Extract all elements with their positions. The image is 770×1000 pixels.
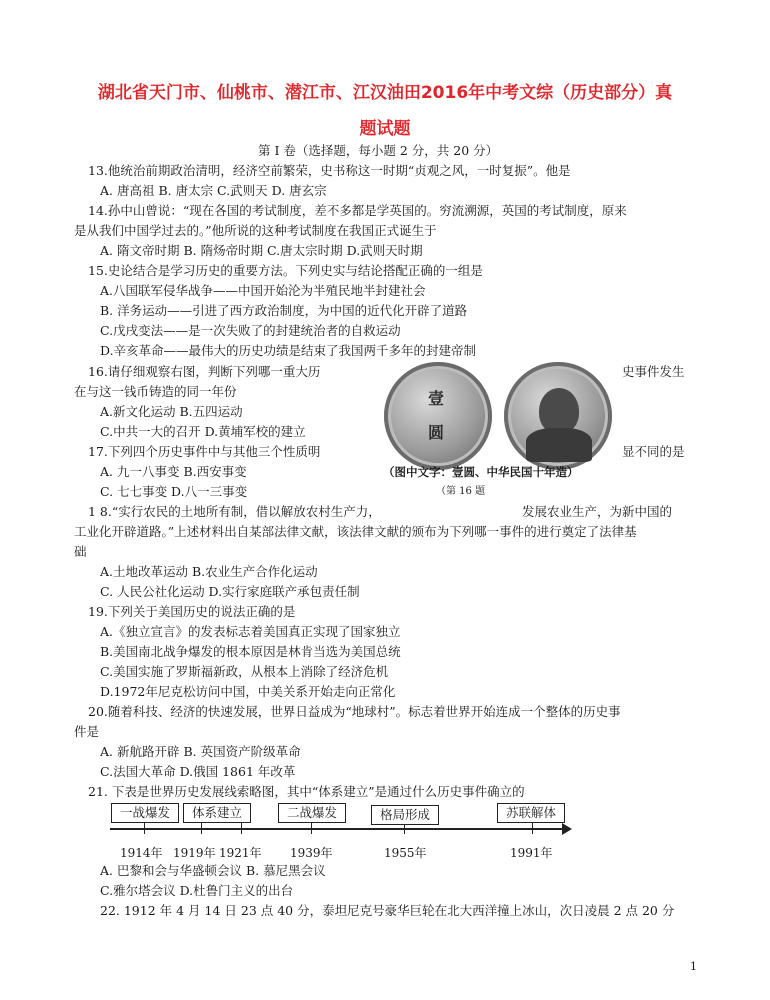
q16-options-ab: A.新文化运动 B.五四运动	[100, 404, 243, 419]
q17-stem-right: 显不同的是	[622, 444, 685, 459]
q21-options-ab: A. 巴黎和会与华盛顿会议 B. 慕尼黑会议	[100, 863, 326, 878]
q17-options-cd: C. 七七事变 D.八一三事变	[100, 484, 248, 499]
coin-text-bottom: 圆	[428, 423, 445, 442]
q18-stem-end: 础	[74, 544, 87, 559]
q20-stem: 20.随着科技、经济的快速发展，世界日益成为“地球村”。标志着世界开始连成一个整体的历史事	[88, 704, 621, 719]
q15-option-a: A.八国联军侵华战争——中国开始沦为半殖民地半封建社会	[100, 283, 426, 298]
q22-stem: 22. 1912 年 4 月 14 日 23 点 40 分，泰坦尼克号豪华巨轮在北大西洋撞上冰山，次日凌晨 2 点 20 分	[100, 903, 675, 918]
q14-stem-cont: 是从我们中国学过去的。”他所说的这种考试制度在我国正式诞生于	[74, 223, 437, 238]
q18-stem-right: 发展农业生产，为新中国的	[522, 504, 673, 519]
timeline-year: 1921年	[219, 846, 262, 860]
q18-stem: 1 8.“实行农民的土地所有制，借以解放农村生产力，	[88, 504, 381, 519]
coin-figure	[382, 358, 614, 480]
q19-stem: 19.下列关于美国历史的说法正确的是	[88, 604, 296, 619]
q15-option-b: B. 洋务运动——引进了西方政治制度，为中国的近代化开辟了道路	[100, 303, 468, 318]
timeline-box-ww1: 一战爆发	[111, 803, 179, 823]
q19-option-a: A.《独立宣言》的发表标志着美国真正实现了国家独立	[100, 624, 401, 639]
timeline-year: 1914年	[120, 846, 163, 860]
page-title-line-1: 湖北省天门市、仙桃市、潜江市、江汉油田2016年中考文综（历史部分）真	[97, 83, 673, 103]
coin-obverse	[384, 362, 492, 470]
q18-stem-cont: 工业化开辟道路。”上述材料出自某部法律文献，该法律文献的颁布为下列哪一事件的进行奠定了法律基	[74, 524, 637, 539]
timeline-year: 1955年	[384, 846, 427, 860]
timeline-tick	[144, 822, 145, 834]
q15-option-c: C.戊戌变法——是一次失败了的封建统治者的自救运动	[100, 323, 401, 338]
q15-option-d: D.辛亥革命——最伟大的历史功绩是结束了我国两千多年的封建帝制	[100, 343, 477, 358]
timeline-box-system: 体系建立	[183, 803, 251, 823]
section-header: 第 I 卷（选择题，每小题 2 分，共 20 分）	[258, 143, 499, 158]
q20-stem-cont: 件是	[74, 724, 100, 739]
page-title-line-2: 题试题	[359, 119, 411, 139]
coin-text-top: 壹	[428, 389, 445, 408]
q18-options-cd: C. 人民公社化运动 D.实行家庭联产承包责任制	[100, 584, 360, 599]
q15-stem: 15.史论结合是学习历史的重要方法。下列史实与结论搭配正确的一组是	[88, 263, 483, 278]
timeline-arrow	[562, 823, 572, 835]
q17-stem: 17.下列四个历史事件中与其他三个性质明	[88, 444, 321, 459]
timeline-box-ussr: 苏联解体	[497, 803, 565, 823]
q21-stem: 21. 下表是世界历史发展线索略图，其中“体系建立”是通过什么历史事件确立的	[88, 784, 525, 799]
q19-option-d: D.1972年尼克松访问中国，中美关系开始走向正常化	[100, 684, 396, 699]
q20-options-ab: A. 新航路开辟 B. 英国资产阶级革命	[100, 744, 301, 759]
timeline-year: 1939年	[290, 846, 333, 860]
q13-stem: 13.他统治前期政治清明，经济空前繁荣，史书称这一时期“贞观之风，一时复振”。他是	[88, 163, 571, 178]
q20-options-cd: C.法国大革命 D.俄国 1861 年改革	[100, 764, 296, 779]
q21-options-cd: C.雅尔塔会议 D.杜鲁门主义的出台	[100, 883, 294, 898]
q19-option-b: B.美国南北战争爆发的根本原因是林肯当选为美国总统	[100, 644, 401, 659]
page-number: 1	[690, 960, 697, 973]
timeline-year: 1991年	[510, 846, 553, 860]
q16-stem-right: 史事件发生	[622, 364, 685, 379]
timeline-tick	[311, 822, 312, 834]
q19-option-c: C.美国实施了罗斯福新政，从根本上消除了经济危机	[100, 664, 389, 679]
timeline-box-ww2: 二战爆发	[278, 803, 346, 823]
timeline-axis	[110, 828, 565, 830]
q14-options: A. 隋文帝时期 B. 隋炀帝时期 C.唐太宗时期 D.武则天时期	[100, 243, 423, 258]
q17-options-ab: A. 九一八事变 B.西安事变	[100, 464, 247, 479]
q14-stem: 14.孙中山曾说：“现在各国的考试制度，差不多都是学英国的。穷流溯源，英国的考试制度，原来	[88, 203, 627, 218]
timeline-box-pattern: 格局形成	[371, 805, 439, 825]
portrait-body	[526, 428, 592, 462]
figure-caption: （图中文字：壹圆、中华民国十年造）	[383, 465, 579, 479]
q16-stem-cont: 在与这一钱币铸造的同一年份	[74, 384, 237, 399]
timeline-tick	[532, 822, 533, 834]
figure-number: （第 16 题	[436, 486, 486, 497]
q13-options: A. 唐高祖 B. 唐太宗 C.武则天 D. 唐玄宗	[100, 183, 327, 198]
timeline-tick	[201, 822, 202, 834]
q16-stem: 16.请仔细观察右图，判断下列哪一重大历	[88, 364, 321, 379]
q16-options-cd: C.中共一大的召开 D.黄埔军校的建立	[100, 424, 306, 439]
coin-reverse-portrait	[504, 362, 612, 470]
timeline-tick	[241, 822, 242, 834]
q18-options-ab: A.土地改革运动 B.农业生产合作化运动	[100, 564, 318, 579]
timeline-year: 1919年	[173, 846, 216, 860]
